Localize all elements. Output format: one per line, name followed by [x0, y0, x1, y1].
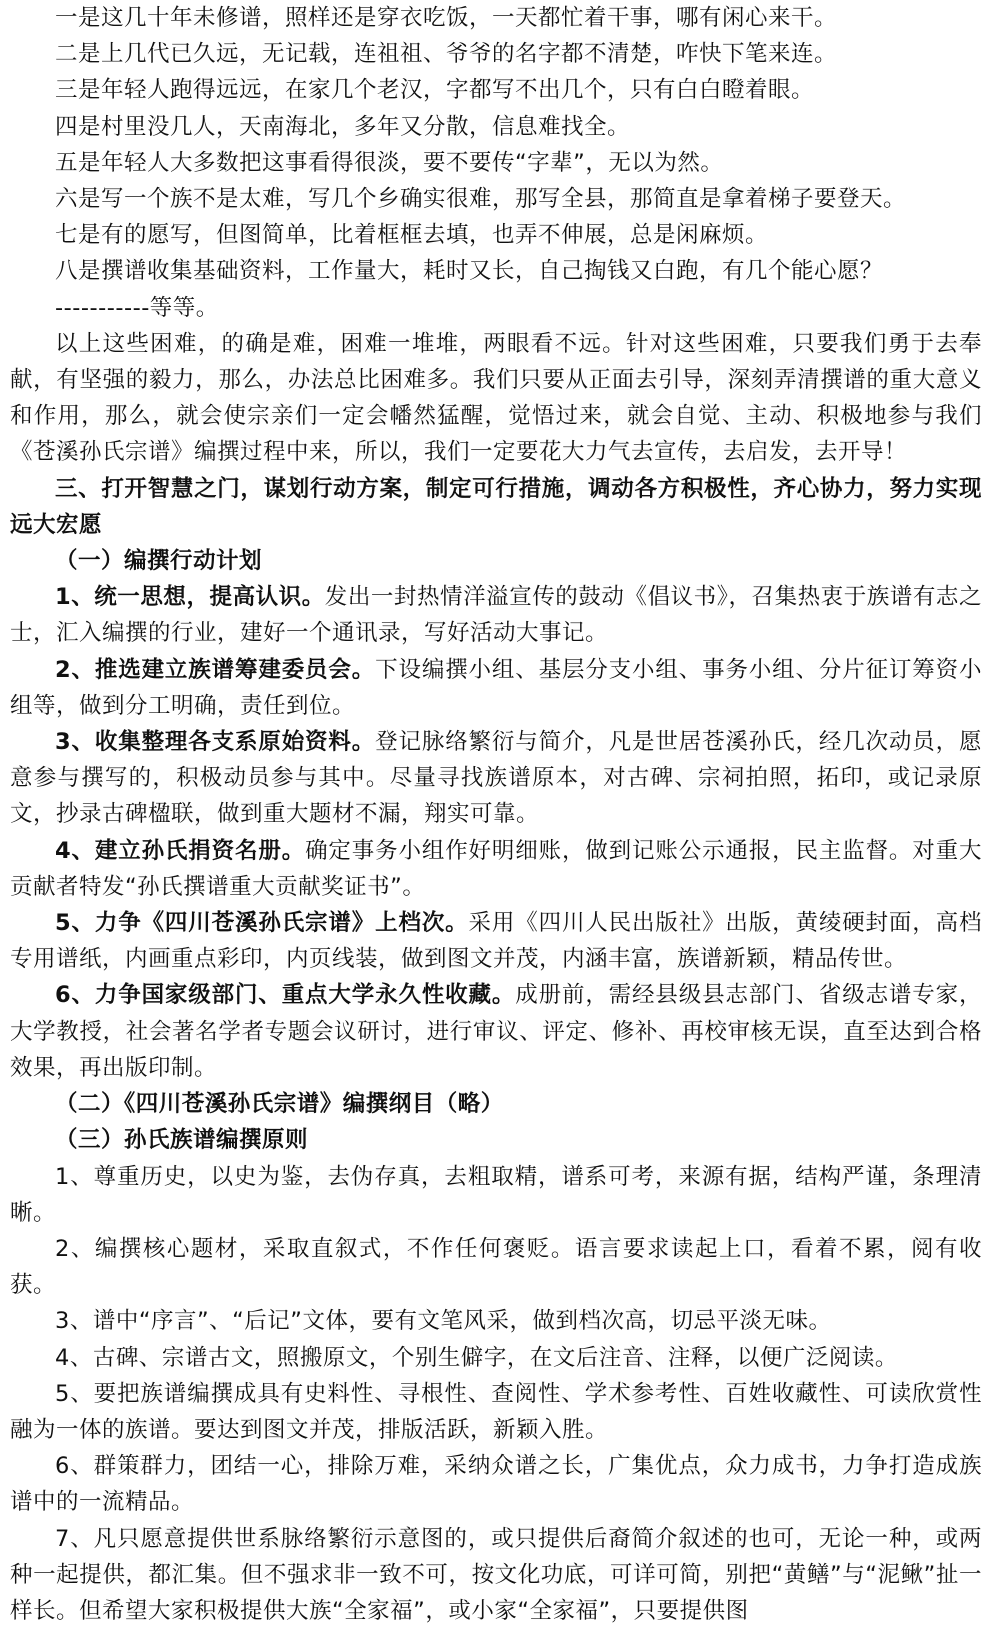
difficulty-item: 五是年轻人大多数把这事看得很淡，要不要传“字辈”，无以为然。 — [55, 149, 724, 176]
principle-item: 1、尊重历史，以史为鉴，去伪存真，去粗取精，谱系可考，来源有据，结构严谨，条理清晰。 — [10, 1163, 982, 1226]
action-plan-item-lead: 2、推选建立族谱筹建委员会。 — [55, 656, 376, 683]
difficulty-item: 八是撰谱收集基础资料，工作量大，耗时又长，自己掏钱又白跑，有几个能心愿？ — [55, 258, 884, 285]
difficulty-item: 四是村里没几人，天南海北，多年又分散，信息难找全。 — [55, 113, 631, 140]
principles-section — [10, 1122, 982, 1629]
principles-heading: （三）孙氏族谱编撰原则 — [55, 1127, 309, 1154]
principle-item: 7、凡只愿意提供世系脉络繁衍示意图的，或只提供后裔简介叙述的也可，无论一种，或两种一起提供，都汇集。但不强求非一致不可，按文化功底，可详可简，别把“黄鳝”与“泥鳅”扯一样长。但希望大家积极提供大族“全家福”，或小家“全家福”，只要提供图 — [10, 1525, 982, 1624]
difficulty-item: 三是年轻人跑得远远，在家几个老汉，字都写不出几个，只有白白瞪着眼。 — [55, 77, 815, 104]
action-plan-item-text: 确定事务小组作好明细账，做到记账公示通报，民主监督。对重大贡献者特发“孙氏撰谱重大贡献奖证书”。 — [10, 837, 982, 900]
action-plan-item-text: 成册前，需经县级县志部门、省级志谱专家，大学教授，社会著名学者专题会议研讨，进行审议、评定、修补、再校审核无误，直至达到合格效果，再出版印制。 — [10, 982, 982, 1081]
action-plan-section — [10, 543, 982, 1086]
outline-heading: （二）《四川苍溪孙氏宗谱》编撰纲目（略） — [55, 1091, 504, 1118]
section-three-heading: 三、打开智慧之门，谋划行动方案，制定可行措施，调动各方积极性，齐心协力，努力实现远大宏愿 — [10, 475, 982, 538]
action-plan-item-text: 采用《四川人民出版社》出版，黄绫硬封面，高档专用谱纸，内画重点彩印，内页线装，做到图文并茂，内涵丰富，族谱新颖，精品传世。 — [10, 910, 982, 973]
summary-paragraph: 以上这些困难，的确是难，困难一堆堆，两眼看不远。针对这些困难，只要我们勇于去奉献，有坚强的毅力，那么，办法总比困难多。我们只要从正面去引导，深刻弄清撰谱的重大意义和作用，那么，就会使宗亲们一定会幡然猛醒，觉悟过来，就会自觉、主动、积极地参与我们《苍溪孙氏宗谱》编撰过程中来，所以，我们一定要花大力气去宣传，去启发，去开导！ — [10, 330, 982, 466]
principle-item: 3、谱中“序言”、“后记”文体，要有文笔风采，做到档次高，切忌平淡无味。 — [55, 1308, 832, 1335]
principle-item: 4、古碑、宗谱古文，照搬原文，个别生僻字，在文后注音、注释，以便广泛阅读。 — [55, 1344, 898, 1371]
action-plan-item — [10, 977, 982, 1086]
principle-item: 6、群策群力，团结一心，排除万难，采纳众谱之长，广集优点，众力成书，力争打造成族谱中的一流精品。 — [10, 1453, 982, 1516]
action-plan-item-lead: 6、力争国家级部门、重点大学永久性收藏。 — [55, 982, 516, 1009]
action-plan-item — [10, 652, 982, 724]
action-plan-item-text: 发出一封热情洋溢宣传的鼓动《倡议书》，召集热衷于族谱有志之士，汇入编撰的行业，建好一个通讯录，写好活动大事记。 — [10, 584, 982, 647]
action-plan-item-lead: 1、统一思想，提高认识。 — [55, 584, 325, 611]
difficulty-item: 六是写一个族不是太难，写几个乡确实很难，那写全县，那简直是拿着梯子要登天。 — [55, 186, 907, 213]
difficulty-item: 二是上几代已久远，无记载，连祖祖、爷爷的名字都不清楚，咋快下笔来连。 — [55, 41, 838, 68]
dash-line: -----------等等。 — [55, 294, 219, 321]
difficulty-item: 七是有的愿写，但图简单，比着框框去填，也弄不伸展，总是闲麻烦。 — [55, 222, 769, 249]
action-plan-item-text: 登记脉络繁衍与简介，凡是世居苍溪孙氏，经几次动员，愿意参与撰写的，积极动员参与其中。尽量寻找族谱原本，对古碑、宗祠拍照，拓印，或记录原文，抄录古碑楹联，做到重大题材不漏，翔实可靠。 — [10, 729, 982, 828]
action-plan-item-lead: 3、收集整理各支系原始资料。 — [55, 729, 376, 756]
difficulty-item: 一是这几十年未修谱，照样还是穿衣吃饭，一天都忙着干事，哪有闲心来干。 — [55, 5, 838, 31]
action-plan-heading: （一）编撰行动计划 — [55, 548, 263, 575]
action-plan-item — [10, 833, 982, 905]
principle-item: 5、要把族谱编撰成具有史料性、寻根性、查阅性、学术参考性、百姓收藏性、可读欣赏性融为一体的族谱。要达到图文并茂，排版活跃，新颖入胜。 — [10, 1380, 982, 1443]
action-plan-item — [10, 905, 982, 977]
action-plan-item-lead: 5、力争《四川苍溪孙氏宗谱》上档次。 — [55, 910, 469, 937]
principle-item: 2、编撰核心题材，采取直叙式，不作任何褒贬。语言要求读起上口，看着不累，阅有收获。 — [10, 1235, 982, 1299]
action-plan-item-text: 下设编撰小组、基层分支小组、事务小组、分片征订筹资小组等，做到分工明确，责任到位。 — [10, 656, 982, 719]
action-plan-item — [10, 579, 982, 651]
action-plan-item — [10, 724, 982, 833]
difficulties-list — [10, 0, 982, 326]
action-plan-item-lead: 4、建立孙氏捐资名册。 — [55, 837, 306, 864]
